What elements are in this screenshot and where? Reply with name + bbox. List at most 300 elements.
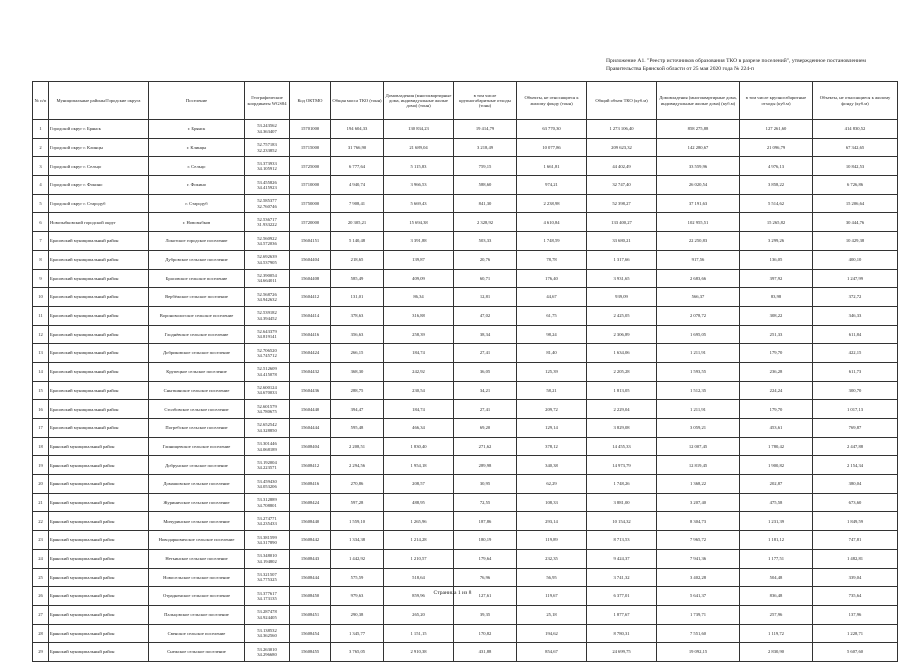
total-mass-cell: 7 908,41 xyxy=(331,194,384,213)
settlement-cell: Крупецкое сельское поселение xyxy=(149,362,245,381)
bulky-mass-cell: 179,64 xyxy=(454,549,517,568)
table-header-row xyxy=(33,82,898,120)
bulky-mass-cell: 588,60 xyxy=(454,176,517,195)
latitude-value: 52.757183 xyxy=(257,142,277,148)
bulky-mass-cell: 39,35 xyxy=(454,605,517,624)
longitude-value: 34.235433 xyxy=(257,521,277,527)
total-volume-cell: 1 877,67 xyxy=(587,605,657,624)
bulky-volume-cell: 3 299,26 xyxy=(740,232,813,251)
households-mass-cell: 184,74 xyxy=(384,344,454,363)
row-number-cell: 11 xyxy=(33,306,49,325)
district-cell: Брянский муниципальный район xyxy=(49,456,149,475)
column-header: Общая масса ТКО (тонн) xyxy=(331,82,384,120)
district-cell: Брасовский муниципальный район xyxy=(49,419,149,438)
nonresidential-mass-cell: 108,33 xyxy=(517,493,587,512)
total-mass-cell: 4 940,74 xyxy=(331,176,384,195)
nonresidential-volume-cell: 30 444,76 xyxy=(813,213,898,232)
longitude-value: 34.328850 xyxy=(257,427,277,433)
coordinates-cell xyxy=(245,213,290,232)
households-mass-cell: 15 694,38 xyxy=(384,213,454,232)
nonresidential-volume-cell: 137,96 xyxy=(813,605,898,624)
coordinates-cell xyxy=(245,120,290,139)
table-row xyxy=(33,605,898,624)
total-volume-cell: 44 402,49 xyxy=(587,157,657,176)
column-header: в том числе крупногабаритные отходы (тонн) xyxy=(454,82,517,120)
district-cell: Городской округ г. Сельцо xyxy=(49,157,149,176)
bulky-mass-cell: 60,71 xyxy=(454,269,517,288)
nonresidential-mass-cell: 25,18 xyxy=(517,605,587,624)
row-number-cell: 6 xyxy=(33,213,49,232)
latitude-value: 52.560922 xyxy=(257,235,277,241)
nonresidential-mass-cell: 10 077,86 xyxy=(517,138,587,157)
total-volume-cell: 3 881,00 xyxy=(587,493,657,512)
total-volume-cell: 9 424,37 xyxy=(587,549,657,568)
bulky-mass-cell: 289,98 xyxy=(454,456,517,475)
row-number-cell: 21 xyxy=(33,493,49,512)
latitude-value: 53.192004 xyxy=(257,459,277,465)
nonresidential-mass-cell: 58,21 xyxy=(517,381,587,400)
row-number-cell: 23 xyxy=(33,531,49,550)
nonresidential-volume-cell: 1 247,99 xyxy=(813,269,898,288)
bulky-mass-cell: 27,41 xyxy=(454,344,517,363)
settlement-cell: Нетьинское сельское поселение xyxy=(149,549,245,568)
table-row xyxy=(33,288,898,307)
households-volume-cell: 1 593,55 xyxy=(657,362,740,381)
table-row xyxy=(33,250,898,269)
nonresidential-volume-cell: 380,04 xyxy=(813,475,898,494)
total-mass-cell: 266,15 xyxy=(331,344,384,363)
bulky-mass-cell: 36,05 xyxy=(454,362,517,381)
total-mass-cell: 131,01 xyxy=(331,288,384,307)
total-mass-cell: 1 334,38 xyxy=(331,531,384,550)
households-volume-cell: 33 559,96 xyxy=(657,157,740,176)
bulky-mass-cell: 12,81 xyxy=(454,288,517,307)
district-cell: Брянский муниципальный район xyxy=(49,493,149,512)
district-cell: Брасовский муниципальный район xyxy=(49,250,149,269)
table-row xyxy=(33,306,898,325)
district-cell: Брасовский муниципальный район xyxy=(49,400,149,419)
households-volume-cell: 3 059,21 xyxy=(657,419,740,438)
households-mass-cell: 316,88 xyxy=(384,306,454,325)
bulky-volume-cell: 397,92 xyxy=(740,269,813,288)
total-volume-cell: 8 713,53 xyxy=(587,531,657,550)
nonresidential-volume-cell: 673,60 xyxy=(813,493,898,512)
settlement-cell: г. Стародуб xyxy=(149,194,245,213)
settlement-cell: Брасовское сельское поселение xyxy=(149,269,245,288)
oktmo-cell: 15604436 xyxy=(290,381,331,400)
total-mass-cell: 585,49 xyxy=(331,269,384,288)
row-number-cell: 27 xyxy=(33,605,49,624)
latitude-value: 53.381599 xyxy=(257,534,277,540)
settlement-cell: Дубровское сельское поселение xyxy=(149,250,245,269)
longitude-value: 34.394452 xyxy=(257,315,277,321)
longitude-value: 34.819141 xyxy=(257,334,277,340)
total-volume-cell: 14 973,79 xyxy=(587,456,657,475)
bulky-mass-cell: 271,62 xyxy=(454,437,517,456)
total-mass-cell: 979,63 xyxy=(331,587,384,606)
settlement-cell: Столбовское сельское поселение xyxy=(149,400,245,419)
total-volume-cell: 3 931,65 xyxy=(587,269,657,288)
table-row xyxy=(33,344,898,363)
bulky-volume-cell: 202,87 xyxy=(740,475,813,494)
total-volume-cell: 1 634,06 xyxy=(587,344,657,363)
district-cell: Брянский муниципальный район xyxy=(49,624,149,643)
bulky-mass-cell: 170,82 xyxy=(454,624,517,643)
header-note: Приложение А1. "Реестр источников образования ТКО в разрезе поселений", утвержденное постановлением Правительства Брянской области от 25 мая 2020 года № 224-п xyxy=(606,58,866,72)
latitude-value: 53.263010 xyxy=(257,646,277,652)
bulky-volume-cell: 5 514,62 xyxy=(740,194,813,213)
bulky-volume-cell: 308,22 xyxy=(740,306,813,325)
total-volume-cell: 52 398,27 xyxy=(587,194,657,213)
page-footer: Страница 1 из 8 xyxy=(433,590,472,596)
total-mass-cell: 31 766,90 xyxy=(331,138,384,157)
district-cell: Брянский муниципальный район xyxy=(49,568,149,587)
nonresidential-volume-cell: 300,70 xyxy=(813,381,898,400)
bulky-volume-cell: 224,24 xyxy=(740,381,813,400)
households-mass-cell: 1 210,57 xyxy=(384,549,454,568)
settlement-cell: Свенское сельское поселение xyxy=(149,624,245,643)
total-mass-cell: 378,63 xyxy=(331,306,384,325)
district-cell: Брянский муниципальный район xyxy=(49,437,149,456)
longitude-value: 34.572036 xyxy=(257,240,277,246)
oktmo-cell: 15608412 xyxy=(290,456,331,475)
latitude-value: 52.600124 xyxy=(257,385,277,391)
district-cell: Брянский муниципальный район xyxy=(49,512,149,531)
bulky-volume-cell: 1 231,39 xyxy=(740,512,813,531)
row-number-cell: 17 xyxy=(33,419,49,438)
latitude-value: 52.601579 xyxy=(257,403,277,409)
district-cell: Брянский муниципальный район xyxy=(49,549,149,568)
oktmo-cell: 15604444 xyxy=(290,419,331,438)
latitude-value: 52.568726 xyxy=(257,291,277,297)
longitude-value: 34.105912 xyxy=(257,166,277,172)
row-number-cell: 4 xyxy=(33,176,49,195)
total-volume-cell: 209 623,32 xyxy=(587,138,657,157)
nonresidential-volume-cell: 1 849,59 xyxy=(813,512,898,531)
column-header: Объекты, не относящиеся к жилому фонду (тонн) xyxy=(517,82,587,120)
households-mass-cell: 2 910,38 xyxy=(384,643,454,662)
oktmo-cell: 15715000 xyxy=(290,138,331,157)
row-number-cell: 22 xyxy=(33,512,49,531)
households-mass-cell: 265,20 xyxy=(384,605,454,624)
row-number-cell: 3 xyxy=(33,157,49,176)
row-number-cell: 19 xyxy=(33,456,49,475)
coordinates-cell xyxy=(245,157,290,176)
latitude-value: 52.536717 xyxy=(257,216,277,222)
total-mass-cell: 20 305,21 xyxy=(331,213,384,232)
households-volume-cell: 1 695,05 xyxy=(657,325,740,344)
nonresidential-mass-cell: 63 770,30 xyxy=(517,120,587,139)
total-mass-cell: 6 777,64 xyxy=(331,157,384,176)
settlement-cell: г. Новозыбков xyxy=(149,213,245,232)
households-volume-cell: 1 368,22 xyxy=(657,475,740,494)
households-volume-cell: 5 641,37 xyxy=(657,587,740,606)
coordinates-cell xyxy=(245,549,290,568)
latitude-value: 52.539182 xyxy=(257,310,277,316)
latitude-value: 52.643379 xyxy=(257,329,277,334)
bulky-volume-cell: 836,48 xyxy=(740,587,813,606)
settlement-cell: г. Клинцы xyxy=(149,138,245,157)
coordinates-cell xyxy=(245,531,290,550)
total-volume-cell: 2 306,89 xyxy=(587,325,657,344)
bulky-mass-cell: 3 218,49 xyxy=(454,138,517,157)
households-mass-cell: 5 669,43 xyxy=(384,194,454,213)
households-volume-cell: 1 739,71 xyxy=(657,605,740,624)
bulky-mass-cell: 34,21 xyxy=(454,381,517,400)
row-number-cell: 16 xyxy=(33,400,49,419)
nonresidential-volume-cell: 422,15 xyxy=(813,344,898,363)
bulky-mass-cell: 187,86 xyxy=(454,512,517,531)
total-mass-cell: 2 294,56 xyxy=(331,456,384,475)
coordinates-cell xyxy=(245,512,290,531)
households-volume-cell: 19 092,15 xyxy=(657,643,740,662)
households-volume-cell: 858 275,88 xyxy=(657,120,740,139)
households-volume-cell: 2 078,72 xyxy=(657,306,740,325)
total-volume-cell: 3 741,32 xyxy=(587,568,657,587)
households-mass-cell: 21 689,04 xyxy=(384,138,454,157)
row-number-cell: 10 xyxy=(33,288,49,307)
nonresidential-mass-cell: 62,29 xyxy=(517,475,587,494)
longitude-value: 34.415078 xyxy=(257,371,277,377)
nonresidential-volume-cell: 5 607,60 xyxy=(813,643,898,662)
oktmo-cell: 15608416 xyxy=(290,475,331,494)
settlement-cell: г. Сельцо xyxy=(149,157,245,176)
coordinates-cell xyxy=(245,176,290,195)
oktmo-cell: 15604416 xyxy=(290,325,331,344)
oktmo-cell: 15608451 xyxy=(290,605,331,624)
table-row xyxy=(33,269,898,288)
settlement-cell: г. Фокино xyxy=(149,176,245,195)
nonresidential-volume-cell: 2 447,88 xyxy=(813,437,898,456)
bulky-volume-cell: 1 181,12 xyxy=(740,531,813,550)
nonresidential-mass-cell: 129,14 xyxy=(517,419,587,438)
bulky-mass-cell: 180,19 xyxy=(454,531,517,550)
households-mass-cell: 3 966,53 xyxy=(384,176,454,195)
longitude-value: 34.362560 xyxy=(257,633,277,639)
nonresidential-volume-cell: 747,81 xyxy=(813,531,898,550)
nonresidential-mass-cell: 854,67 xyxy=(517,643,587,662)
nonresidential-mass-cell: 44,67 xyxy=(517,288,587,307)
coordinates-cell xyxy=(245,456,290,475)
nonresidential-mass-cell: 119,89 xyxy=(517,531,587,550)
table-row xyxy=(33,475,898,494)
total-volume-cell: 2 425,05 xyxy=(587,306,657,325)
households-mass-cell: 466,34 xyxy=(384,419,454,438)
longitude-value: 34.194802 xyxy=(257,558,277,564)
latitude-value: 52.512609 xyxy=(257,366,277,372)
district-cell: Брянский муниципальный район xyxy=(49,587,149,606)
nonresidential-mass-cell: 293,14 xyxy=(517,512,587,531)
nonresidential-volume-cell: 346,33 xyxy=(813,306,898,325)
table-row xyxy=(33,157,898,176)
total-mass-cell: 3 765,05 xyxy=(331,643,384,662)
nonresidential-mass-cell: 98,24 xyxy=(517,325,587,344)
bulky-volume-cell: 236,28 xyxy=(740,362,813,381)
nonresidential-mass-cell: 176,40 xyxy=(517,269,587,288)
district-cell: Брасовский муниципальный район xyxy=(49,325,149,344)
table-row xyxy=(33,232,898,251)
longitude-value: 34.780675 xyxy=(257,409,277,415)
coordinates-cell xyxy=(245,643,290,662)
households-mass-cell: 208,57 xyxy=(384,475,454,494)
coordinates-cell xyxy=(245,475,290,494)
longitude-value: 34.317890 xyxy=(257,539,277,545)
longitude-value: 32.233852 xyxy=(257,147,277,153)
row-number-cell: 29 xyxy=(33,643,49,662)
oktmo-cell: 15608404 xyxy=(290,437,331,456)
nonresidential-volume-cell: 400,10 xyxy=(813,250,898,269)
coordinates-cell xyxy=(245,194,290,213)
coordinates-cell xyxy=(245,419,290,438)
nonresidential-mass-cell: 209,72 xyxy=(517,400,587,419)
oktmo-cell: 15720000 xyxy=(290,213,331,232)
row-number-cell: 26 xyxy=(33,587,49,606)
oktmo-cell: 15608424 xyxy=(290,493,331,512)
row-number-cell: 25 xyxy=(33,568,49,587)
nonresidential-volume-cell: 611,84 xyxy=(813,325,898,344)
nonresidential-mass-cell: 1 748,59 xyxy=(517,232,587,251)
coordinates-cell xyxy=(245,381,290,400)
column-header: Объекты, не относящиеся к жилому фонду (куб.м) xyxy=(813,82,898,120)
table-row xyxy=(33,549,898,568)
oktmo-cell: 15604424 xyxy=(290,344,331,363)
nonresidential-mass-cell: 56,95 xyxy=(517,568,587,587)
households-mass-cell: 1 265,96 xyxy=(384,512,454,531)
total-mass-cell: 2 208,51 xyxy=(331,437,384,456)
column-header: Географические координаты WGS84 xyxy=(245,82,290,120)
column-header: Домовладения (многоквартирные дома, индивидуальные жилые дома) (тонн) xyxy=(384,82,454,120)
oktmo-cell: 15608454 xyxy=(290,624,331,643)
table-row xyxy=(33,362,898,381)
coordinates-cell xyxy=(245,362,290,381)
coordinates-cell xyxy=(245,269,290,288)
row-number-cell: 9 xyxy=(33,269,49,288)
table-row xyxy=(33,325,898,344)
total-mass-cell: 290,38 xyxy=(331,605,384,624)
latitude-value: 53.348010 xyxy=(257,553,277,559)
households-mass-cell: 409,09 xyxy=(384,269,454,288)
households-mass-cell: 230,54 xyxy=(384,381,454,400)
bulky-volume-cell: 1 177,51 xyxy=(740,549,813,568)
column-header: Код ОКТМО xyxy=(290,82,331,120)
district-cell: Брасовский муниципальный район xyxy=(49,381,149,400)
coordinates-cell xyxy=(245,344,290,363)
column-header: Домовладения (многоквартирные дома, индивидуальные жилые дома) (куб.м) xyxy=(657,82,740,120)
settlement-cell: Глинищевское сельское поселение xyxy=(149,437,245,456)
total-volume-cell: 1 317,66 xyxy=(587,250,657,269)
bulky-volume-cell: 257,96 xyxy=(740,605,813,624)
table-row xyxy=(33,568,898,587)
nonresidential-mass-cell: 1 661,81 xyxy=(517,157,587,176)
settlement-cell: Отрадненское сельское поселение xyxy=(149,587,245,606)
households-volume-cell: 3 402,28 xyxy=(657,568,740,587)
settlement-cell: Вербёжское сельское поселение xyxy=(149,288,245,307)
district-cell: Брасовский муниципальный район xyxy=(49,288,149,307)
column-header: Общий объем ТКО (куб.м) xyxy=(587,82,657,120)
latitude-value: 53.138532 xyxy=(257,628,277,633)
row-number-cell: 18 xyxy=(33,437,49,456)
households-volume-cell: 12 819,45 xyxy=(657,456,740,475)
total-mass-cell: 194 604,33 xyxy=(331,120,384,139)
column-header: № п/п xyxy=(33,82,49,120)
bulky-volume-cell: 83,98 xyxy=(740,288,813,307)
latitude-value: 53.301446 xyxy=(257,441,277,447)
latitude-value: 53.459430 xyxy=(257,478,277,484)
district-cell: Новозыбковский городской округ xyxy=(49,213,149,232)
total-volume-cell: 133 400,27 xyxy=(587,213,657,232)
total-mass-cell: 218,65 xyxy=(331,250,384,269)
row-number-cell: 2 xyxy=(33,138,49,157)
latitude-value: 53.455826 xyxy=(257,179,277,185)
settlement-cell: Мичуринское сельское поселение xyxy=(149,512,245,531)
bulky-volume-cell: 4 976,13 xyxy=(740,157,813,176)
longitude-value: 34.775325 xyxy=(257,577,277,583)
nonresidential-volume-cell: 414 830,52 xyxy=(813,120,898,139)
nonresidential-mass-cell: 2 238,98 xyxy=(517,194,587,213)
nonresidential-volume-cell: 735,64 xyxy=(813,587,898,606)
total-mass-cell: 575,59 xyxy=(331,568,384,587)
column-header: в том числе крупногабаритные отходы (куб.м) xyxy=(740,82,813,120)
oktmo-cell: 15710000 xyxy=(290,176,331,195)
district-cell: Брасовский муниципальный район xyxy=(49,306,149,325)
oktmo-cell: 15608455 xyxy=(290,643,331,662)
coordinates-cell xyxy=(245,250,290,269)
bulky-mass-cell: 127,61 xyxy=(454,587,517,606)
longitude-value: 31.933222 xyxy=(257,222,277,228)
households-mass-cell: 242,92 xyxy=(384,362,454,381)
bulky-mass-cell: 72,55 xyxy=(454,493,517,512)
table-row xyxy=(33,531,898,550)
nonresidential-mass-cell: 78,78 xyxy=(517,250,587,269)
row-number-cell: 20 xyxy=(33,475,49,494)
district-cell: Брянский муниципальный район xyxy=(49,475,149,494)
households-mass-cell: 5 115,83 xyxy=(384,157,454,176)
longitude-value: 34.415923 xyxy=(257,184,277,190)
settlement-cell: Добрунское сельское поселение xyxy=(149,456,245,475)
nonresidential-volume-cell: 1 017,13 xyxy=(813,400,898,419)
households-mass-cell: 86,34 xyxy=(384,288,454,307)
latitude-value: 52.390054 xyxy=(257,272,277,278)
households-volume-cell: 8 304,73 xyxy=(657,512,740,531)
district-cell: Городской округ г. Клинцы xyxy=(49,138,149,157)
total-mass-cell: 394,47 xyxy=(331,400,384,419)
row-number-cell: 28 xyxy=(33,624,49,643)
table-row xyxy=(33,176,898,195)
district-cell: Брянский муниципальный район xyxy=(49,605,149,624)
households-mass-cell: 488,95 xyxy=(384,493,454,512)
bulky-volume-cell: 1 780,42 xyxy=(740,437,813,456)
nonresidential-mass-cell: 194,62 xyxy=(517,624,587,643)
households-volume-cell: 1 211,91 xyxy=(657,344,740,363)
nonresidential-volume-cell: 67 342,65 xyxy=(813,138,898,157)
table-row xyxy=(33,138,898,157)
bulky-mass-cell: 27,41 xyxy=(454,400,517,419)
nonresidential-mass-cell: 119,67 xyxy=(517,587,587,606)
nonresidential-volume-cell: 10 842,53 xyxy=(813,157,898,176)
nonresidential-volume-cell: 10 429,38 xyxy=(813,232,898,251)
total-mass-cell: 597,28 xyxy=(331,493,384,512)
nonresidential-mass-cell: 61,75 xyxy=(517,306,587,325)
settlement-cell: Сныткинское сельское поселение xyxy=(149,381,245,400)
coordinates-cell xyxy=(245,325,290,344)
households-mass-cell: 1 151,15 xyxy=(384,624,454,643)
total-mass-cell: 1 442,92 xyxy=(331,549,384,568)
oktmo-cell: 15604408 xyxy=(290,269,331,288)
district-cell: Брасовский муниципальный район xyxy=(49,269,149,288)
latitude-value: 52.706520 xyxy=(257,347,277,353)
latitude-value: 53.287478 xyxy=(257,609,277,615)
district-cell: Брасовский муниципальный район xyxy=(49,344,149,363)
